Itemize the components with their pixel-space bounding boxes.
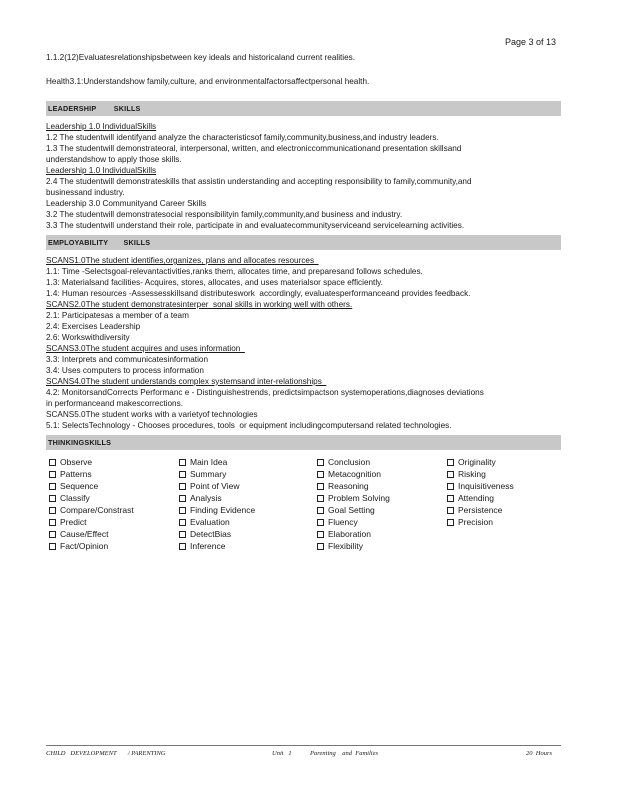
standard-line: understandshow to apply those skills. — [46, 155, 182, 164]
skill-checkbox[interactable] — [447, 519, 454, 526]
skill-label: Inference — [190, 541, 226, 551]
skill-label: Reasoning — [328, 481, 369, 491]
thinking-skill-item[interactable] — [314, 468, 390, 480]
footer-hours: 20 Hours — [526, 750, 553, 757]
thinking-skill-item[interactable] — [314, 516, 390, 528]
standard-heading: Leadership 1.0 IndividualSkills — [46, 122, 157, 131]
thinking-skill-item[interactable] — [176, 468, 255, 480]
skill-checkbox[interactable] — [179, 519, 186, 526]
thinking-skills-column — [46, 456, 134, 552]
skill-label: Flexibility — [328, 541, 363, 551]
skill-label: Risking — [458, 469, 486, 479]
skill-label: Point of View — [190, 481, 240, 491]
thinking-skill-item[interactable] — [46, 480, 134, 492]
skill-label: DetectBias — [190, 529, 232, 539]
skill-label: Precision — [458, 517, 493, 527]
thinking-skill-item[interactable] — [314, 528, 390, 540]
standard-line: Leadership 3.0 Communityand Career Skills — [46, 199, 207, 208]
skill-label: Metacognition — [328, 469, 381, 479]
standard-line: in performanceand makescorrections. — [46, 399, 183, 408]
skill-label: Patterns — [60, 469, 92, 479]
standard-line: 2.4 The studentwill demonstrateskills that assistin understanding and accepting responsibility to family,community,and — [46, 177, 472, 186]
skill-checkbox[interactable] — [317, 543, 324, 550]
thinking-skills-column — [176, 456, 255, 552]
skill-label: Predict — [60, 517, 87, 527]
skill-checkbox[interactable] — [49, 507, 56, 514]
skill-label: Cause/Effect — [60, 529, 109, 539]
skill-label: Problem Solving — [328, 493, 390, 503]
thinking-skill-item[interactable] — [176, 456, 255, 468]
skill-checkbox[interactable] — [179, 543, 186, 550]
skill-label: Goal Setting — [328, 505, 375, 515]
skill-checkbox[interactable] — [447, 483, 454, 490]
standard-line: 1.2 The studentwill identifyand analyze the characteristicsof family,community,business,and industry leaders. — [46, 133, 439, 142]
thinking-skill-item[interactable] — [444, 480, 514, 492]
skill-label: Main Idea — [190, 457, 228, 467]
thinking-skill-item[interactable] — [176, 528, 255, 540]
employability-skills-header: EMPLOYABILITY SKILLS — [46, 235, 561, 250]
thinking-skill-item[interactable] — [444, 516, 514, 528]
skill-label: Attending — [458, 493, 494, 503]
skill-label: Finding Evidence — [190, 505, 256, 515]
footer-unit: Unit 1 — [272, 750, 292, 757]
skill-checkbox[interactable] — [317, 519, 324, 526]
skill-checkbox[interactable] — [49, 471, 56, 478]
standard-health: Health3.1:Understandshow family,culture, and environmentalfactorsaffectpersonal health. — [46, 77, 370, 86]
thinking-skills-checklist — [46, 456, 561, 556]
skill-checkbox[interactable] — [447, 495, 454, 502]
thinking-skill-item[interactable] — [46, 516, 134, 528]
skill-label: Originality — [458, 457, 496, 467]
standard-line: 1.1: Time -Selectsgoal-relevantactivities,ranks them, allocates time, and preparesand follows schedules. — [46, 267, 423, 276]
standard-history: 1.1.2(12)Evaluatesrelationshipsbetween key ideals and historicaland current realities. — [46, 53, 356, 62]
skill-checkbox[interactable] — [49, 519, 56, 526]
skill-label: Elaboration — [328, 529, 372, 539]
skill-label: Observe — [60, 457, 93, 467]
skill-checkbox[interactable] — [49, 459, 56, 466]
standard-line: 4.2: MonitorsandCorrects Performanc e - Distinguishestrends, predictsimpactson systemoperations,diagnoses deviations — [46, 388, 484, 397]
skill-checkbox[interactable] — [49, 531, 56, 538]
thinking-skill-item[interactable] — [444, 456, 514, 468]
standard-line: 5.1: SelectsTechnology - Chooses procedures, tools or equipment includingcomputersand related technologies. — [46, 421, 452, 430]
skill-checkbox[interactable] — [179, 459, 186, 466]
thinking-skill-item[interactable] — [176, 492, 255, 504]
standard-heading: SCANS3.0The student acquires and uses information — [46, 344, 245, 353]
skill-checkbox[interactable] — [317, 507, 324, 514]
standard-line: 3.3: Interprets and communicatesinformation — [46, 355, 209, 364]
standard-line: 2.6: Workswithdiversity — [46, 333, 130, 342]
leadership-skills-header: LEADERSHIP SKILLS — [46, 101, 561, 116]
thinking-skills-header: THINKINGSKILLS — [46, 435, 561, 450]
thinking-skill-item[interactable] — [46, 504, 134, 516]
thinking-skill-item[interactable] — [46, 468, 134, 480]
standard-line: businessand industry. — [46, 188, 125, 197]
thinking-skill-item[interactable] — [46, 528, 134, 540]
skill-checkbox[interactable] — [49, 543, 56, 550]
skill-label: Classify — [60, 493, 90, 503]
skill-checkbox[interactable] — [447, 459, 454, 466]
skill-checkbox[interactable] — [317, 471, 324, 478]
thinking-skill-item[interactable] — [444, 504, 514, 516]
thinking-skill-item[interactable] — [314, 480, 390, 492]
skill-checkbox[interactable] — [317, 459, 324, 466]
skill-checkbox[interactable] — [49, 495, 56, 502]
standard-line: 1.4: Human resources -Assessesskillsand distributeswork accordingly, evaluatesperformanceand provides feedback. — [46, 289, 471, 298]
skill-label: Compare/Constrast — [60, 505, 134, 515]
skill-checkbox[interactable] — [447, 471, 454, 478]
standard-line: 1.3: Materialsand facilities- Acquires, stores, allocates, and uses materialsor space efficiently. — [46, 278, 383, 287]
standard-heading: SCANS2.0The student demonstratesinterper sonal skills in working well with others. — [46, 300, 353, 309]
thinking-skill-item[interactable] — [176, 516, 255, 528]
standard-line: 3.2 The studentwill demonstratesocial responsibilityin family,community,and business and industry. — [46, 210, 403, 219]
thinking-skills-column — [444, 456, 514, 528]
standard-heading: SCANS4.0The student understands complex systemsand inter-relationships — [46, 377, 327, 386]
skill-checkbox[interactable] — [179, 483, 186, 490]
leadership-skills-list — [46, 121, 561, 231]
footer-course: CHILD DEVELOPMENT / PARENTING — [46, 750, 166, 757]
thinking-skill-item[interactable] — [314, 492, 390, 504]
thinking-skill-item[interactable] — [46, 492, 134, 504]
standard-heading: SCANS1.0The student identifies,organizes, plans and allocates resources — [46, 256, 319, 265]
skill-label: Persistence — [458, 505, 503, 515]
skill-checkbox[interactable] — [317, 483, 324, 490]
skill-label: Fact/Opinion — [60, 541, 109, 551]
skill-label: Fluency — [328, 517, 358, 527]
skill-checkbox[interactable] — [447, 507, 454, 514]
thinking-skill-item[interactable] — [444, 492, 514, 504]
standard-line: 3.3 The studentwill understand their role, participate in and evaluatecommunityserviceand servicelearning activities. — [46, 221, 465, 230]
thinking-skill-item[interactable] — [176, 540, 255, 552]
thinking-skill-item[interactable] — [46, 456, 134, 468]
skill-label: Sequence — [60, 481, 99, 491]
skill-label: Evaluation — [190, 517, 230, 527]
skill-checkbox[interactable] — [179, 507, 186, 514]
skill-label: Analysis — [190, 493, 222, 503]
thinking-skill-item[interactable] — [444, 468, 514, 480]
standard-line: 1.3 The studentwill demonstrateoral, interpersonal, written, and electroniccommunicationand presentation skillsand — [46, 144, 462, 153]
skill-checkbox[interactable] — [317, 531, 324, 538]
employability-skills-list — [46, 255, 561, 431]
skill-label: Summary — [190, 469, 227, 479]
standard-heading: Leadership 1.0 IndividualSkills — [46, 166, 157, 175]
footer-unit-title: Parenting and Families — [310, 750, 379, 757]
skill-checkbox[interactable] — [179, 495, 186, 502]
skill-label: Inquisitiveness — [458, 481, 514, 491]
page-number: Page 3 of 13 — [504, 37, 556, 47]
skill-checkbox[interactable] — [317, 495, 324, 502]
skill-checkbox[interactable] — [179, 471, 186, 478]
skill-checkbox[interactable] — [179, 531, 186, 538]
document-body — [46, 52, 561, 556]
thinking-skill-item[interactable] — [176, 480, 255, 492]
thinking-skill-item[interactable] — [46, 540, 134, 552]
page-footer — [46, 745, 561, 761]
skill-checkbox[interactable] — [49, 483, 56, 490]
thinking-skills-column — [314, 456, 390, 552]
thinking-skill-item[interactable] — [314, 540, 390, 552]
standard-line: SCANS5.0The student works with a varietyof technologies — [46, 410, 258, 419]
skill-label: Conclusion — [328, 457, 371, 467]
standard-line: 2.4: Exercises Leadership — [46, 322, 141, 331]
standard-line: 3.4: Uses computers to process information — [46, 366, 204, 375]
thinking-skill-item[interactable] — [314, 456, 390, 468]
thinking-skill-item[interactable] — [176, 504, 255, 516]
thinking-skill-item[interactable] — [314, 504, 390, 516]
standard-line: 2.1: Participatesas a member of a team — [46, 311, 189, 320]
